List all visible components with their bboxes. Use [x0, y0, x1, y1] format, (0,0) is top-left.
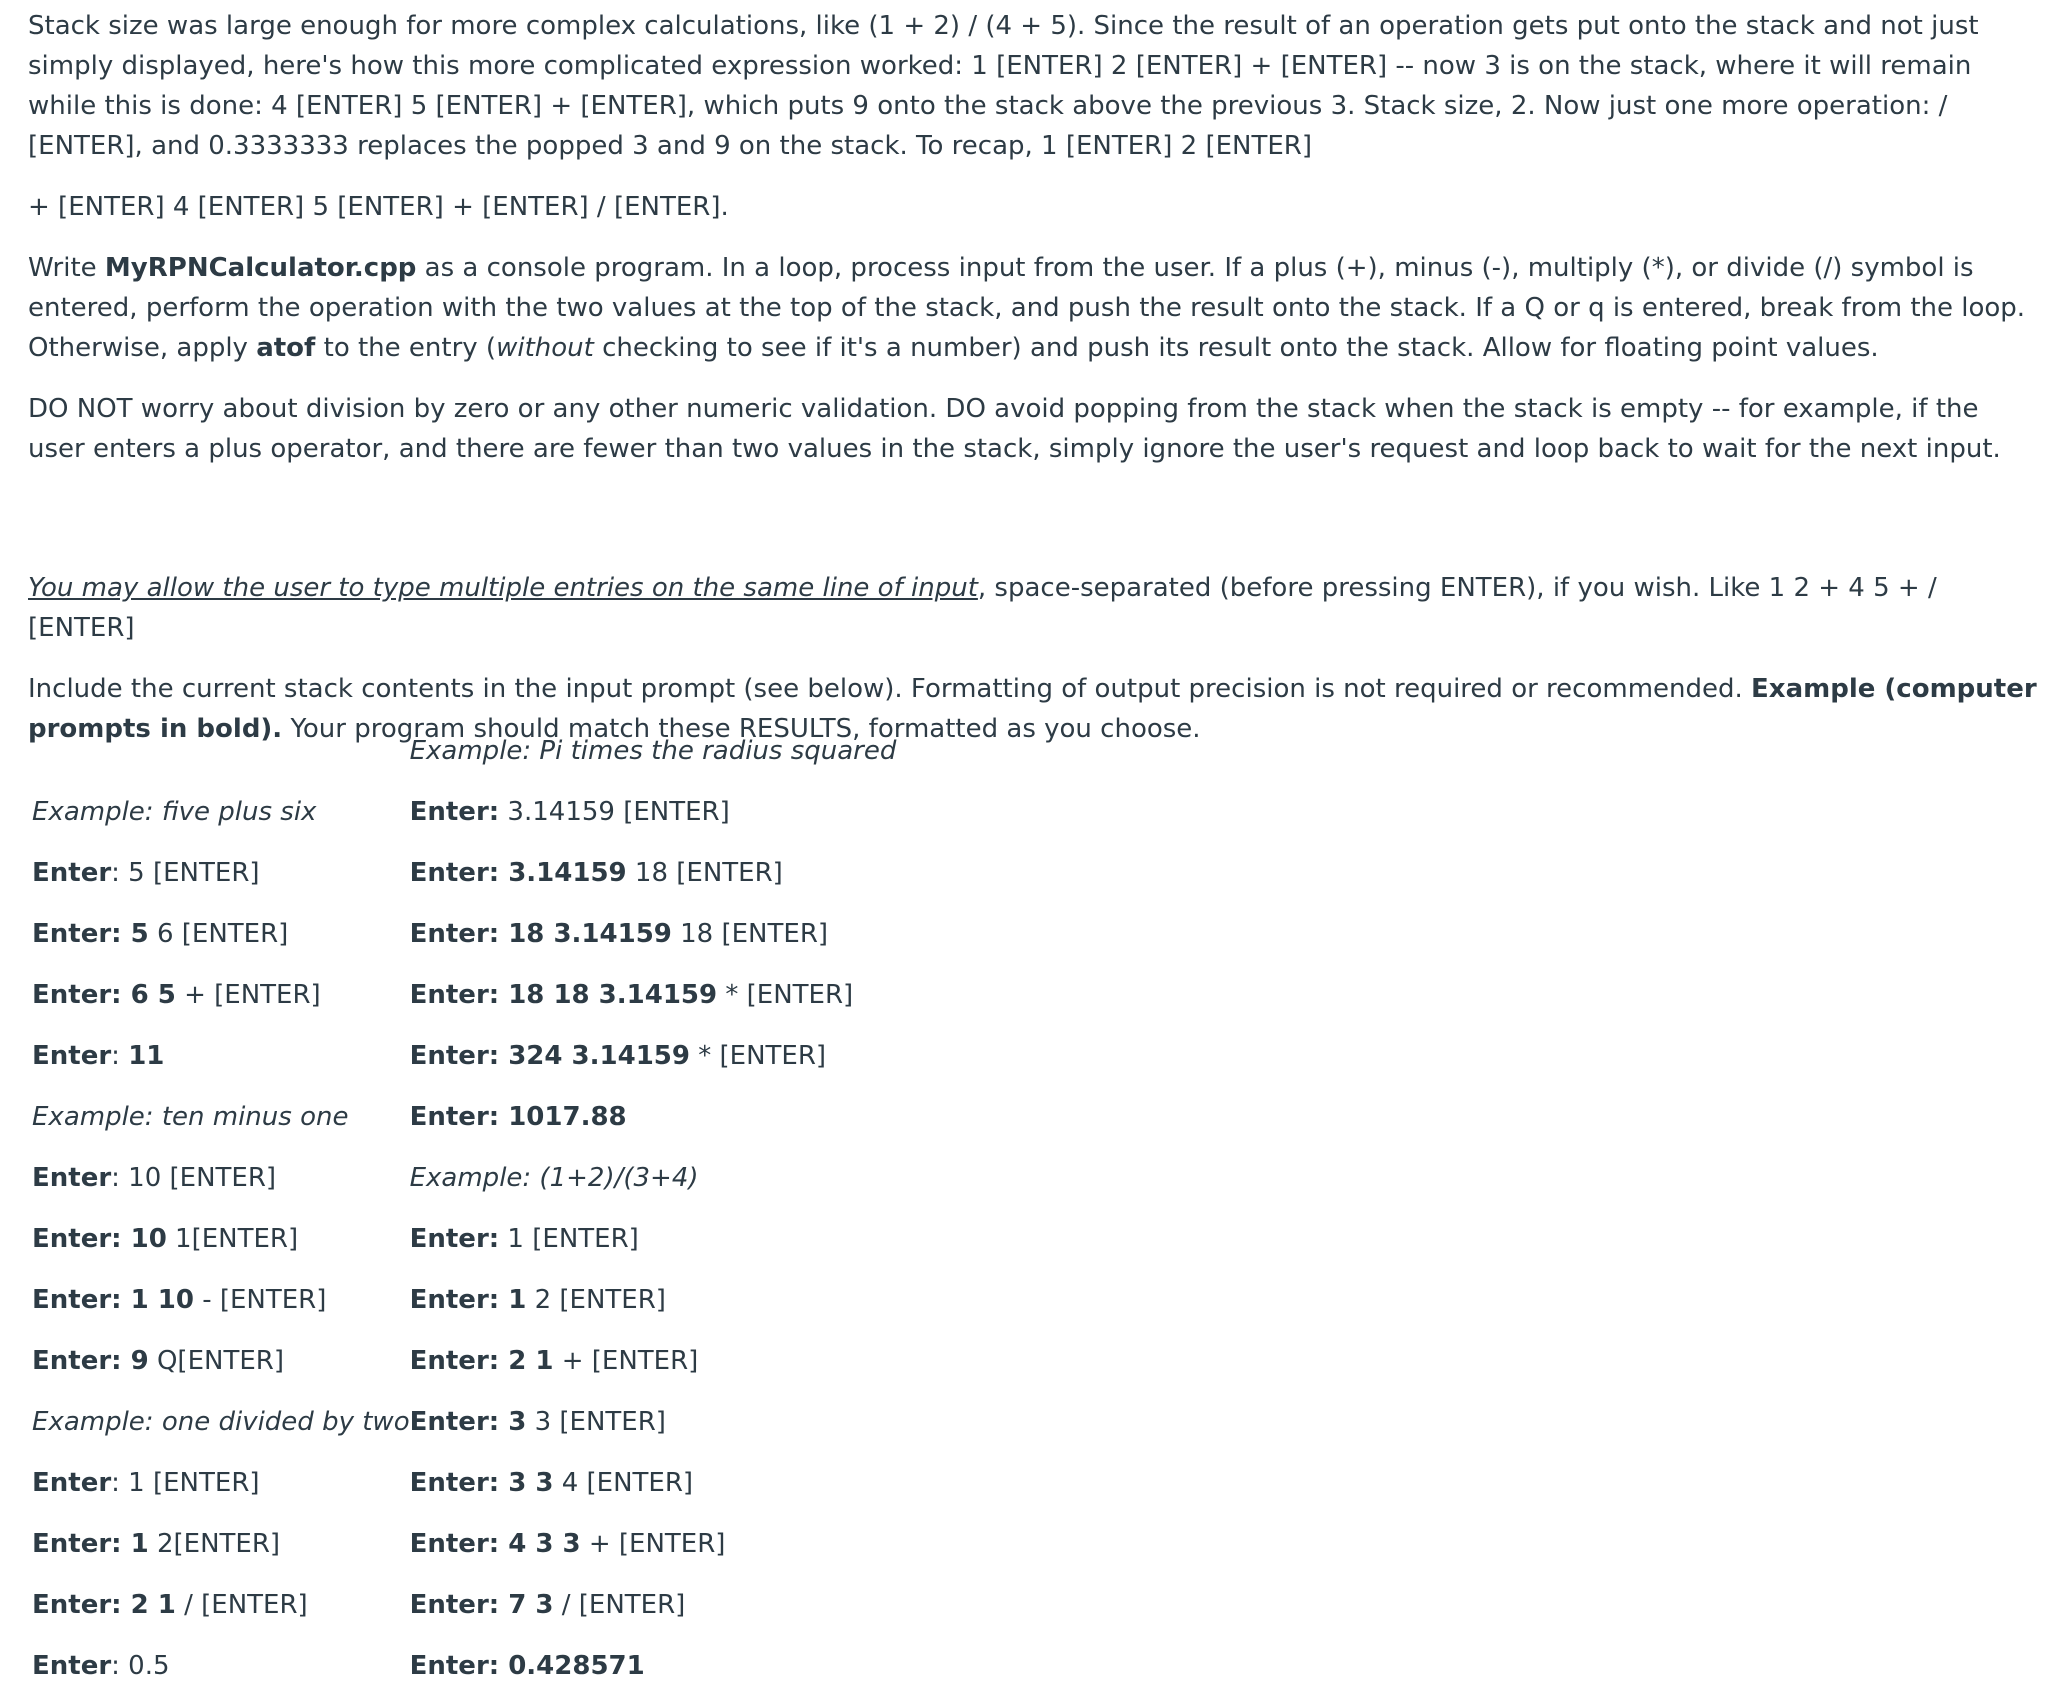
- bold-note: Example (computer prompts in bold).: [28, 674, 2037, 744]
- prompt-text: Enter: 324 3.14159: [409, 1041, 690, 1071]
- prompt-text: Enter: 9: [32, 1346, 149, 1376]
- user-input: 6 [ENTER]: [148, 919, 289, 949]
- example-row: [32, 1097, 1010, 1158]
- example-cell-left: [32, 1219, 410, 1280]
- user-input: 2 [ENTER]: [526, 1285, 666, 1315]
- example-row: [32, 1524, 1010, 1585]
- example-row: [32, 1646, 1010, 1707]
- example-cell-left: [32, 975, 410, 1036]
- prompt-text: Enter: [32, 1468, 112, 1498]
- prompt-text: Enter: 7 3: [409, 1590, 554, 1620]
- text: Include the current stack contents in the input prompt (see below). Formatting of output precision is not required or recommended.: [28, 674, 1752, 704]
- prompt-text: Enter: 10: [32, 1224, 167, 1254]
- paragraph-instructions: [28, 248, 2038, 368]
- prompt-text: Enter: 6 5: [32, 980, 176, 1010]
- example-cell-right: [410, 853, 1010, 914]
- example-title: Example: (1+2)/(3+4): [409, 1163, 699, 1193]
- example-cell-right: [410, 731, 1010, 792]
- example-cell-left: [32, 1097, 410, 1158]
- example-cell-right: [410, 1524, 1010, 1585]
- example-row: [32, 731, 1010, 792]
- prompt-text: Enter: 3: [409, 1407, 527, 1437]
- prompt-text: Enter: 4 3 3: [409, 1529, 581, 1559]
- user-input: : 10 [ENTER]: [111, 1163, 277, 1193]
- user-input: - [ENTER]: [193, 1285, 327, 1315]
- example-row: [32, 1463, 1010, 1524]
- example-cell-right: [410, 1341, 1010, 1402]
- example-row: [32, 853, 1010, 914]
- prompt-text: Enter: 1 10: [32, 1285, 194, 1315]
- prompt-text: Enter: 1: [32, 1529, 149, 1559]
- example-cell-left: [32, 914, 410, 975]
- example-row: [32, 1219, 1010, 1280]
- text: Your program should match these RESULTS, formatted as you choose.: [282, 714, 1201, 744]
- example-cell-right: [410, 975, 1010, 1036]
- prompt-text: Enter: 2 1: [32, 1590, 176, 1620]
- example-cell-right: [410, 792, 1010, 853]
- example-cell-left: [32, 1280, 410, 1341]
- example-row: [32, 1036, 1010, 1097]
- user-input: Q[ENTER]: [148, 1346, 284, 1376]
- user-input: 4 [ENTER]: [553, 1468, 694, 1498]
- text: as a console program. In a loop, process input from the user. If a plus (+), minus (-), multiply (*), or divide (/) symbol is entered, perform the operation with the two values at the top of the stack, and push the result onto the stack. If a Q or q is entered, break from the loop. Otherwise, apply: [28, 253, 2026, 363]
- prompt-text: Enter: [32, 1651, 112, 1681]
- paragraph-stack-explanation: Stack size was large enough for more complex calculations, like (1 + 2) / (4 + 5). Since the result of an operation gets put onto the stack and not just simply displayed, here's how this more complicated expression worked: 1 [ENTER] 2 [ENTER] + [ENTER] -- now 3 is on the stack, where it will remain while this is done: 4 [ENTER] 5 [ENTER] + [ENTER], which puts 9 onto the stack above the previous 3. Stack size, 2. Now just one more operation: / [ENTER], and 0.3333333 replaces the popped 3 and 9 on the stack. To recap, 1 [ENTER] 2 [ENTER]: [28, 11, 1979, 161]
- example-cell-left: [32, 853, 410, 914]
- user-input: / [ENTER]: [175, 1590, 308, 1620]
- assignment-document: [28, 6, 2038, 770]
- example-cell-right: [410, 1219, 1010, 1280]
- user-input: 18 [ENTER]: [671, 919, 829, 949]
- user-input: 3 [ENTER]: [526, 1407, 666, 1437]
- example-cell-right: [410, 1158, 1010, 1219]
- user-input: :: [111, 1041, 129, 1071]
- function-name: atof: [256, 333, 316, 363]
- user-input: : 5 [ENTER]: [111, 858, 260, 888]
- paragraph-recap: + [ENTER] 4 [ENTER] 5 [ENTER] + [ENTER] / [ENTER].: [28, 192, 729, 222]
- user-input: 1[ENTER]: [166, 1224, 299, 1254]
- result-value: 11: [128, 1041, 165, 1071]
- user-input: + [ENTER]: [580, 1529, 726, 1559]
- example-cell-right: [410, 914, 1010, 975]
- user-input: * [ENTER]: [689, 1041, 827, 1071]
- prompt-text: Enter: 1: [409, 1285, 527, 1315]
- text: , space-separated (before pressing ENTER), if you wish. Like 1 2 + 4 5 + / [ENTER]: [28, 573, 1937, 643]
- example-title: Example: one divided by two: [32, 1407, 410, 1437]
- prompt-text: Enter:: [409, 1224, 500, 1254]
- example-cell-left: [32, 792, 410, 853]
- example-cell-left: [32, 1158, 410, 1219]
- example-cell-right: [410, 1463, 1010, 1524]
- example-row: [32, 792, 1010, 853]
- example-cell-left: [32, 1524, 410, 1585]
- prompt-text: Enter: 18 3.14159: [409, 919, 672, 949]
- user-input: 18 [ENTER]: [626, 858, 783, 888]
- paragraph-validation: DO NOT worry about division by zero or any other numeric validation. DO avoid popping from the stack when the stack is empty -- for example, if the user enters a plus operator, and there are fewer than two values in the stack, simply ignore the user's request and loop back to wait for the next input.: [28, 394, 2001, 464]
- examples-table: [32, 731, 1010, 1707]
- prompt-text: Enter: [32, 1041, 112, 1071]
- example-row: [32, 1158, 1010, 1219]
- example-cell-left: [32, 1463, 410, 1524]
- example-cell-left: [32, 1402, 410, 1463]
- example-cell-right: [410, 1036, 1010, 1097]
- example-cell-right: [410, 1646, 1010, 1707]
- prompt-text: Enter: [32, 1163, 112, 1193]
- example-cell-right: [410, 1097, 1010, 1158]
- prompt-text: Enter: 18 18 3.14159: [409, 980, 718, 1010]
- prompt-text: Enter: 2 1: [409, 1346, 554, 1376]
- example-row: [32, 1341, 1010, 1402]
- example-row: [32, 1280, 1010, 1341]
- example-title: Example: Pi times the radius squared: [409, 736, 897, 766]
- text: checking to see if it's a number) and push its result onto the stack. Allow for floating point values.: [593, 333, 1879, 363]
- example-cell-left: [32, 1036, 410, 1097]
- example-cell-right: [410, 1585, 1010, 1646]
- prompt-text: Enter: 1017.88: [409, 1102, 627, 1132]
- underlined-note: You may allow the user to type multiple entries on the same line of input: [28, 573, 978, 603]
- emphasis: without: [496, 333, 594, 363]
- paragraph-multiple-entries: [28, 568, 2038, 648]
- user-input: + [ENTER]: [175, 980, 321, 1010]
- user-input: 1 [ENTER]: [499, 1224, 639, 1254]
- user-input: * [ENTER]: [717, 980, 854, 1010]
- prompt-text: Enter: 3 3: [409, 1468, 554, 1498]
- example-row: [32, 1402, 1010, 1463]
- prompt-text: Enter: [32, 858, 112, 888]
- example-cell-left: [32, 731, 410, 792]
- filename: MyRPNCalculator.cpp: [104, 253, 417, 283]
- example-cell-right: [410, 1402, 1010, 1463]
- user-input: / [ENTER]: [553, 1590, 686, 1620]
- user-input: : 1 [ENTER]: [111, 1468, 260, 1498]
- example-row: [32, 975, 1010, 1036]
- prompt-text: Enter: 5: [32, 919, 149, 949]
- example-title: Example: five plus six: [32, 797, 317, 827]
- user-input: + [ENTER]: [553, 1346, 699, 1376]
- text: Write: [28, 253, 105, 283]
- prompt-text: Enter: 3.14159: [409, 858, 627, 888]
- user-input: 3.14159 [ENTER]: [499, 797, 730, 827]
- prompt-text: Enter:: [409, 797, 500, 827]
- example-cell-left: [32, 1585, 410, 1646]
- example-cell-left: [32, 1341, 410, 1402]
- example-cell-left: [32, 1646, 410, 1707]
- example-row: [32, 1585, 1010, 1646]
- user-input: : 0.5: [111, 1651, 170, 1681]
- user-input: 2[ENTER]: [148, 1529, 281, 1559]
- example-title: Example: ten minus one: [32, 1102, 349, 1132]
- prompt-text: Enter: 0.428571: [409, 1651, 645, 1681]
- example-cell-right: [410, 1280, 1010, 1341]
- example-row: [32, 914, 1010, 975]
- text: to the entry (: [315, 333, 497, 363]
